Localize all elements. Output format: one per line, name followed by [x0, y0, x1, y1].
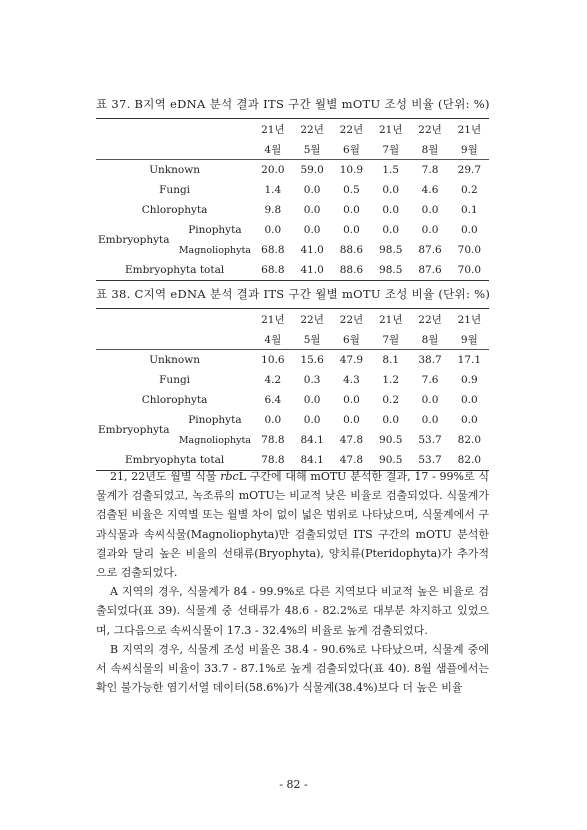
cell: 10.9: [339, 164, 364, 176]
cell: 38.7: [418, 354, 442, 366]
cell: 41.0: [300, 244, 324, 256]
row-label: Magnoliophyta: [178, 244, 251, 256]
cell: 0.0: [303, 224, 321, 236]
cell: 0.0: [264, 414, 282, 426]
cell: 0.0: [303, 394, 321, 406]
cell: 17.1: [457, 354, 482, 366]
cell: 0.0: [303, 414, 321, 426]
header-month: 9월: [450, 139, 489, 160]
header-year: 21년: [371, 119, 410, 140]
cell: 68.8: [261, 244, 285, 256]
cell: 0.0: [382, 204, 400, 216]
header-year: 22년: [332, 309, 371, 330]
header-month: 7월: [371, 329, 410, 350]
cell: 0.0: [343, 224, 360, 236]
table-header-row-years: [96, 309, 489, 330]
header-year: 21년: [253, 119, 292, 140]
header-month: 8월: [410, 329, 449, 350]
cell: 68.8: [253, 260, 292, 281]
cell: 1.5: [382, 164, 400, 176]
cell: 53.7: [418, 434, 442, 446]
cell: 0.9: [460, 374, 478, 386]
cell: 0.3: [303, 374, 321, 386]
cell: 78.8: [253, 450, 292, 471]
row-label: Unknown: [149, 354, 200, 366]
header-month: 8월: [410, 139, 449, 160]
group-label: Embryophyta: [98, 424, 170, 436]
row-label: Embryophyta total: [96, 260, 253, 281]
table-row: [96, 390, 489, 410]
header-month: 4월: [253, 139, 292, 160]
cell: 0.0: [460, 394, 478, 406]
row-label: Unknown: [149, 164, 200, 176]
cell: 4.6: [421, 184, 439, 196]
body-text: [96, 467, 489, 697]
table-row: [96, 350, 489, 371]
header-month: 9월: [450, 329, 489, 350]
group-label: Embryophyta: [98, 234, 170, 246]
header-month: 4월: [253, 329, 292, 350]
cell: 82.0: [450, 450, 489, 471]
row-label: Chlorophyta: [141, 394, 208, 406]
cell: 0.0: [382, 414, 400, 426]
row-label: Magnoliophyta: [178, 434, 251, 446]
cell: 7.6: [421, 374, 439, 386]
cell: 0.2: [460, 184, 478, 196]
cell: 0.0: [421, 414, 439, 426]
table37-caption: 표 37. B지역 eDNA 분석 결과 ITS 구간 월별 mOTU 조성 비율 (단위: %): [96, 97, 490, 111]
cell: 82.0: [457, 434, 482, 446]
row-label: Pinophyta: [188, 414, 242, 426]
cell: 78.8: [261, 434, 285, 446]
cell: 8.1: [382, 354, 400, 366]
cell: 0.0: [421, 394, 439, 406]
cell: 70.0: [450, 260, 489, 281]
cell: 29.7: [457, 164, 482, 176]
cell: 0.0: [460, 224, 478, 236]
row-label: Pinophyta: [188, 224, 242, 236]
table-row: [96, 220, 489, 240]
cell: 9.8: [264, 204, 282, 216]
cell: 47.8: [339, 434, 364, 446]
header-year: 21년: [371, 309, 410, 330]
header-year: 22년: [292, 119, 331, 140]
cell: 6.4: [264, 394, 282, 406]
cell: 0.5: [343, 184, 360, 196]
cell: 98.5: [379, 244, 403, 256]
table38-caption: 표 38. C지역 eDNA 분석 결과 ITS 구간 월별 mOTU 조성 비율 (단위: %): [96, 287, 491, 301]
cell: 90.5: [379, 434, 403, 446]
cell: 41.0: [292, 260, 331, 281]
cell: 15.6: [300, 354, 324, 366]
cell: 0.0: [343, 204, 360, 216]
table38: [96, 308, 489, 471]
header-year: 22년: [292, 309, 331, 330]
header-year: 21년: [450, 309, 489, 330]
cell: 88.6: [339, 244, 364, 256]
cell: 0.0: [382, 184, 400, 196]
cell: 87.6: [418, 244, 442, 256]
table-row: [96, 370, 489, 390]
cell: 47.8: [332, 450, 371, 471]
row-label: Fungi: [159, 184, 191, 196]
cell: 0.1: [460, 204, 478, 216]
cell: 10.6: [261, 354, 285, 366]
cell: 0.0: [264, 224, 282, 236]
cell: 84.1: [300, 434, 324, 446]
cell: 84.1: [292, 450, 331, 471]
table37: [96, 118, 489, 281]
cell: 20.0: [261, 164, 285, 176]
cell: 90.5: [371, 450, 410, 471]
gene-name: rbc: [220, 470, 239, 483]
header-month: 5월: [292, 139, 331, 160]
cell: 47.9: [339, 354, 364, 366]
table-row: [96, 200, 489, 220]
row-label: Chlorophyta: [141, 204, 208, 216]
header-month: 6월: [332, 139, 371, 160]
cell: 59.0: [300, 164, 324, 176]
page-number: - 82 -: [279, 778, 308, 791]
cell: 53.7: [410, 450, 449, 471]
cell: 70.0: [457, 244, 482, 256]
header-year: 22년: [332, 119, 371, 140]
paragraph: B 지역의 경우, 식물계 조성 비율은 38.4 - 90.6%로 나타났으며, 식물계 중에서 속씨식물의 비율이 33.7 - 87.1%로 높게 검출되었다(표 40). 8월 샘플에서는 확인 불가능한 염기서열 데이터(58.6%)가 식물계(38.4%)보다 더 높은 비율: [96, 642, 489, 695]
cell: 4.3: [343, 374, 360, 386]
cell: 0.0: [343, 394, 360, 406]
header-month: 6월: [332, 329, 371, 350]
cell: 87.6: [410, 260, 449, 281]
header-year: 21년: [253, 309, 292, 330]
header-month: 7월: [371, 139, 410, 160]
table-header-row-years: [96, 119, 489, 140]
cell: 0.0: [421, 224, 439, 236]
header-month: 5월: [292, 329, 331, 350]
cell: 1.4: [264, 184, 282, 196]
cell: 7.8: [421, 164, 439, 176]
table-row: [96, 160, 489, 181]
cell: 0.0: [460, 414, 478, 426]
header-year: 22년: [410, 309, 449, 330]
row-label: Fungi: [159, 374, 191, 386]
table-row: [96, 410, 489, 430]
cell: 0.0: [421, 204, 439, 216]
cell: 0.0: [343, 414, 360, 426]
table-header-row-months: [96, 329, 489, 350]
paragraph: 21, 22년도 월별 식물 rbcL 구간에 대해 mOTU 분석한 결과, 17 - 99%로 식물계가 검출되었고, 녹조류의 mOTU는 비교적 낮은 비율로 검출되었다. 식물계가 검출된 비율은 지역별 또는 월별 차이 없이 넓은 범위로 나타났으며, 식물계에서 구과식물과 속씨식물(Magnoliophyta)만 검출되었던 ITS 구간의 mOTU 분석한 결과와 달리 높은 비율의 선태류(Bryophyta), 양치류(Pteridophyta)가 추가적으로 검출되었다.: [96, 470, 489, 580]
table-header-row-months: [96, 139, 489, 160]
paragraph: A 지역의 경우, 식물계가 84 - 99.9%로 다른 지역보다 비교적 높은 비율로 검출되었다(표 39). 식물계 중 선태류가 48.6 - 82.2%로 대부분 차지하고 있었으며, 그다음으로 속씨식물이 17.3 - 32.4%의 비율로 높게 검출되었다.: [96, 585, 489, 637]
row-label: Embryophyta total: [96, 450, 253, 471]
cell: 0.2: [382, 394, 400, 406]
table-row: [96, 180, 489, 200]
header-year: 21년: [450, 119, 489, 140]
cell: 1.2: [382, 374, 400, 386]
table-row: [96, 260, 489, 281]
cell: 0.0: [303, 204, 321, 216]
cell: 98.5: [371, 260, 410, 281]
header-year: 22년: [410, 119, 449, 140]
cell: 0.0: [303, 184, 321, 196]
cell: 0.0: [382, 224, 400, 236]
cell: 88.6: [332, 260, 371, 281]
cell: 4.2: [264, 374, 282, 386]
